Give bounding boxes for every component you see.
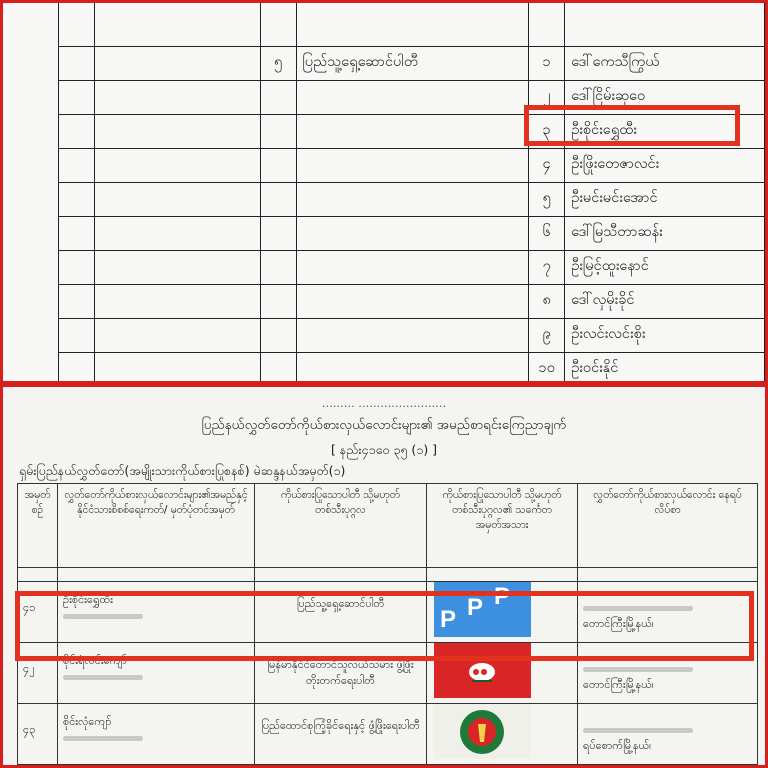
party-name (296, 251, 529, 285)
candidate-name: ဦးစိုင်းရွှေထီး (63, 593, 113, 606)
row-spacer (59, 149, 95, 183)
address-text: တောင်ကြီးမြို့နယ်၊ (583, 677, 654, 691)
row-party: ပြည်ထောင်စုကြံ့ခိုင်ရေးနှင့် ဖွံ့ဖြိုးရေးပါတီ (255, 703, 427, 764)
candidate-row (59, 285, 765, 319)
row-party: မြန်မာနိုင်ငံတောင်သူလယ်သမား ဖွံ့ဖြိုးတိုးတက်ရေးပါတီ (255, 642, 427, 703)
row-spacer (59, 0, 95, 47)
row-serial: ၄၂ (18, 642, 58, 703)
announcement-title: ပြည်နယ်လွှတ်တော်ကိုယ်စားလှယ်လောင်းများ၏ အမည်စာရင်းကြေညာချက် (201, 417, 567, 433)
party-number (260, 285, 296, 319)
party-name (296, 285, 529, 319)
svg-text:P: P (494, 583, 511, 610)
row-address (578, 703, 758, 764)
candidate-row (59, 0, 765, 47)
party-name: ပြည်သူ့ရှေ့ဆောင်ပါတီ (296, 47, 529, 81)
usdp-logo (434, 704, 531, 759)
party-name (296, 81, 529, 115)
party-name (296, 115, 529, 149)
candidate-row (59, 47, 765, 81)
redacted-id (63, 736, 143, 741)
redacted-id (63, 675, 143, 680)
party-number (260, 81, 296, 115)
party-name (296, 353, 529, 385)
candidate-name: ဦးမြင့်ထူးနောင် (565, 251, 765, 285)
row-spacer (59, 183, 95, 217)
party-number (260, 319, 296, 353)
party-number (260, 183, 296, 217)
row-spacer (59, 251, 95, 285)
candidate-row (59, 183, 765, 217)
row-serial: ၄၁ (18, 582, 58, 643)
candidate-number: ၆ (529, 217, 565, 251)
candidate-number: ၃ (529, 115, 565, 149)
row-spacer (94, 183, 260, 217)
candidate-name: ဒေါ်ငြိမ်းဆုဝေ (565, 81, 765, 115)
candidate-table (58, 0, 765, 384)
election-announcement-panel (0, 384, 768, 768)
candidate-number: ၅ (529, 183, 565, 217)
row-spacer (94, 115, 260, 149)
row-spacer (94, 251, 260, 285)
candidate-name: ဦးလင်းလင်းစိုး (565, 319, 765, 353)
header-party: ကိုယ်စားပြုသောပါတီ သို့မဟုတ် တစ်သီးပုဂ္ဂလ (255, 484, 427, 568)
header-address: လွှတ်တော်ကိုယ်စားလှယ်လောင်း နေရပ်လိပ်စာ (578, 484, 758, 568)
row-spacer (94, 0, 260, 47)
announcement-row (18, 703, 758, 764)
candidate-name: ဒေါ်ကေသီကြွယ် (565, 47, 765, 81)
header-symbol: ကိုယ်စားပြုသောပါတီ သို့မဟုတ် တစ်သီးပုဂ္ဂလ၏ သင်္ကေတအမှတ်အသား (427, 484, 578, 568)
svg-text:P: P (467, 594, 484, 621)
row-spacer (94, 47, 260, 81)
row-spacer (59, 285, 95, 319)
party-number (260, 149, 296, 183)
candidate-name: ဦးဖြိုးတေဇာလင်း (565, 149, 765, 183)
row-spacer (59, 47, 95, 81)
party-name (296, 0, 529, 47)
announcement-subtitle: [ နည်း၄၁ဝေ ၃၅ (၁) ] (330, 442, 438, 457)
candidate-number: ၇ (529, 251, 565, 285)
candidate-name: စိုင်းလုံကျော် (63, 714, 112, 728)
row-spacer (94, 353, 260, 385)
party-name (296, 217, 529, 251)
party-number (260, 0, 296, 47)
candidate-name: ဦးဝင်းနိုင် (565, 353, 765, 385)
row-party: ပြည်သူ့ရှေ့ဆောင်ပါတီ (255, 582, 427, 643)
row-candidate (58, 703, 255, 764)
party-name (296, 183, 529, 217)
address-text: တောင်ကြီးမြို့နယ်၊ (583, 616, 654, 630)
party-number (260, 115, 296, 149)
address-text: ရပ်စောက်မြို့နယ်၊ (583, 738, 651, 752)
row-spacer (94, 81, 260, 115)
header-serial: အမှတ်စဉ် (18, 484, 58, 568)
candidate-row (59, 319, 765, 353)
party-symbol (427, 703, 578, 764)
candidate-row (59, 353, 765, 385)
candidate-number (529, 0, 565, 47)
row-spacer (94, 285, 260, 319)
candidate-row (59, 149, 765, 183)
highlight-box-candidate (524, 105, 740, 146)
party-number (260, 217, 296, 251)
candidate-number: ၉ (529, 319, 565, 353)
row-spacer (59, 217, 95, 251)
candidate-name: ဦးစိုင်းရွှေထီး (565, 115, 765, 149)
header-name: လွှတ်တော်ကိုယ်စားလှယ်လောင်းများ၏အမည်နှင့် နိုင်ငံသားစိစစ်ရေးကတ်/ မှတ်ပုံတင်အမှတ် (58, 484, 255, 568)
row-spacer (59, 319, 95, 353)
redacted-address (583, 728, 693, 733)
highlight-box-row (15, 591, 754, 661)
cropped-header-text: ……… …………………… (321, 403, 447, 410)
party-number (260, 353, 296, 385)
row-spacer (94, 319, 260, 353)
row-serial: ၄၃ (18, 703, 58, 764)
row-spacer (94, 217, 260, 251)
candidate-number: ၈ (529, 285, 565, 319)
party-number (260, 251, 296, 285)
row-spacer (94, 149, 260, 183)
party-name (296, 149, 529, 183)
constituency-label: ရှမ်းပြည်နယ်လွှတ်တော်(အမျိုးသားကိုယ်စားပြုစနစ်) မဲဆန္ဒနယ်အမှတ်(၁) (19, 463, 346, 478)
candidate-number: ၁ (529, 47, 565, 81)
candidate-name: စိုင်းရဲလင်းကျော် (63, 653, 127, 667)
candidate-name: ဒေါ်မြသီတာဆန်း (565, 217, 765, 251)
candidate-number: ၂ (529, 81, 565, 115)
candidate-row (59, 251, 765, 285)
candidate-name: ဦးမင်းမင်းအောင် (565, 183, 765, 217)
row-spacer (59, 353, 95, 385)
party-name (296, 319, 529, 353)
candidate-row (59, 217, 765, 251)
redacted-address (583, 667, 693, 672)
candidate-name (565, 0, 765, 47)
candidate-number: ၁၀ (529, 353, 565, 385)
row-spacer (59, 115, 95, 149)
svg-text:P: P (440, 606, 457, 633)
party-number: ၅ (260, 47, 296, 81)
row-spacer (59, 81, 95, 115)
candidate-number: ၄ (529, 149, 565, 183)
candidate-name: ဒေါ်လှမိုးခိုင် (565, 285, 765, 319)
